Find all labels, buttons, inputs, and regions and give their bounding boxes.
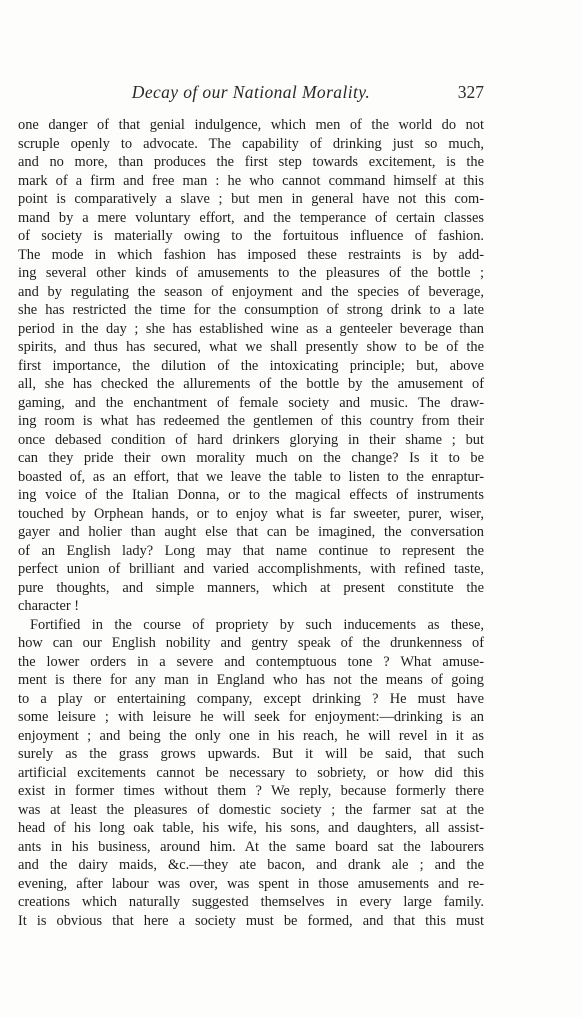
text-line: ing room is what has redeemed the gentlemen of this country from their — [18, 413, 484, 429]
text-line: point is comparatively a slave ; but men in general have not this com- — [18, 191, 484, 207]
text-line: gaming, and the enchantment of female society and music. The draw- — [18, 394, 484, 411]
text-line: first importance, the dilution of the intoxicating principle; but, above — [18, 357, 484, 374]
text-line: ing several other kinds of amusements to the pleasures of the bottle ; — [18, 265, 484, 281]
text-line: pure thoughts, and simple manners, which at present constitute the — [18, 579, 484, 596]
text-line: surely as the grass grows upwards. But it will be said, that such — [18, 746, 484, 762]
text-line: artificial excitements cannot be necessary to sobriety, or how did this — [18, 764, 484, 781]
paragraph-end-line: character ! — [18, 598, 80, 614]
text-line: spirits, and thus has secured, what we shall presently show to be of the — [18, 339, 484, 355]
text-line: to a play or entertaining company, except drinking ? He must have — [18, 690, 484, 707]
running-head-title: Decay of our National Morality. — [131, 82, 371, 102]
text-line: touched by Orphean hands, or to enjoy what is far sweeter, purer, wiser, — [18, 505, 484, 522]
text-line: ants in his business, around him. At the same board sat the labourers — [18, 838, 484, 855]
text-line: scruple openly to advocate. The capability of drinking just so much, — [18, 135, 484, 152]
text-line: It is obvious that here a society must be formed, and that this must — [18, 912, 484, 929]
text-line: and no more, than produces the first step towards excitement, is the — [18, 154, 484, 170]
running-head — [18, 82, 484, 108]
text-line: gayer and holier than aught else that can be imagined, the conversation — [18, 524, 484, 540]
text-line: all, she has checked the allurements of the bottle by the amusement of — [18, 376, 484, 392]
paragraph-start-line: Fortified in the course of propriety by such inducements as these, — [30, 616, 484, 633]
body-text — [18, 116, 484, 930]
text-line: some leisure ; with leisure he will seek for enjoyment:—drinking is an — [18, 709, 484, 725]
text-line: and by regulating the season of enjoyment and the species of beverage, — [18, 283, 484, 300]
text-line: of society is materially owing to the fortuitous influence of fashion. — [18, 228, 484, 244]
text-line: perfect union of brilliant and varied accomplishments, with refined taste, — [18, 561, 484, 577]
text-line: creations which naturally suggested themselves in every large family. — [18, 894, 484, 910]
text-line: was at least the pleasures of domestic society ; the farmer sat at the — [18, 801, 484, 818]
text-line: period in the day ; she has established wine as a genteeler beverage than — [18, 320, 484, 337]
text-line: the lower orders in a severe and contemptuous tone ? What amuse- — [18, 653, 484, 670]
text-line: can they pride their own morality much on the change? Is it to be — [18, 450, 484, 466]
page-number: 327 — [457, 82, 484, 102]
text-line: she has restricted the time for the consumption of strong drink to a late — [18, 302, 484, 318]
text-line: how can our English nobility and gentry speak of the drunkenness of — [18, 635, 484, 651]
text-line: evening, after labour was over, was spent in those amusements and re- — [18, 875, 484, 892]
text-line: one danger of that genial indulgence, which men of the world do not — [18, 117, 484, 133]
text-line: ment is there for any man in England who has not the means of going — [18, 672, 484, 688]
text-line: of an English lady? Long may that name continue to represent the — [18, 542, 484, 559]
text-line: mand by a mere voluntary effort, and the temperance of certain classes — [18, 209, 484, 226]
text-line: and the dairy maids, &c.—they ate bacon, and drank ale ; and the — [18, 857, 484, 873]
text-line: exist in former times without them ? We reply, because formerly there — [18, 783, 484, 799]
text-line: head of his long oak table, his wife, his sons, and daughters, all assist- — [18, 820, 484, 836]
text-line: enjoyment ; and being the only one in his reach, he will revel in it as — [18, 727, 484, 744]
text-line: ing voice of the Italian Donna, or to the magical effects of instruments — [18, 487, 484, 503]
text-line: once debased condition of hard drinkers glorying in their shame ; but — [18, 431, 484, 448]
text-line: boasted of, as an effort, that we leave the table to listen to the enraptur- — [18, 468, 484, 485]
text-line: mark of a firm and free man : he who cannot command himself at this — [18, 172, 484, 189]
text-line: The mode in which fashion has imposed these restraints is by add- — [18, 246, 484, 263]
